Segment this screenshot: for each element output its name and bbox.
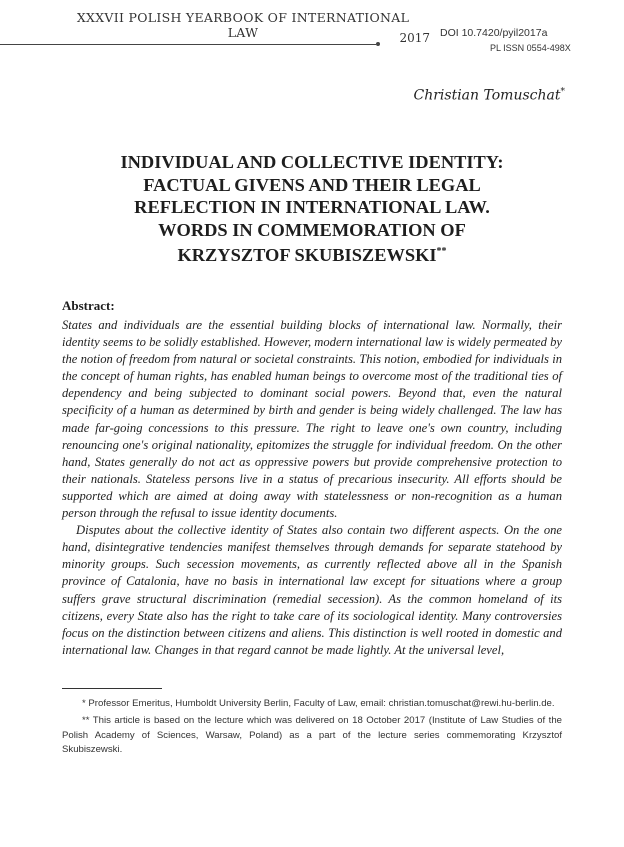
journal-year: 2017 [399,31,430,45]
title-line: KRZYSZTOF SKUBISZEWSKI [177,245,437,266]
title-line-last [62,241,562,267]
footnotes [62,697,562,760]
abstract-heading: Abstract: [62,298,115,313]
footnote-lecture: ** This article is based on the lecture which was delivered on 18 October 2017 (Institute of Law Studies of the Polish Academy of Sciences, Warsaw, Poland) as a part of the lecture series commemorating Krzysztof Skubiszewski. [62,714,562,756]
header-rule [0,44,376,45]
author-footnote-mark: * [560,87,565,97]
title-line: INDIVIDUAL AND COLLECTIVE IDENTITY: [120,152,504,172]
article-title [62,151,562,267]
journal-title: XXXVII POLISH YEARBOOK OF INTERNATIONAL LAW [76,10,410,40]
abstract-paragraph: States and individuals are the essential building blocks of international law. Normally, their identity seems to be solidly established. However, modern international law is widely permeated by the notion of freedom from natural or societal constraints. This notion, embodied for individuals in the concept of human rights, has enabled human beings to overcome most of the traditional ties of dependency and being subjected to dominant social powers. Beyond that, even the natural specificity of a human as determined by birth and gender is being widely challenged. The law has made far-going concessions to this pressure. The right to leave one's own country, including renouncing one's original nationality, epitomizes the struggle for individual freedom. On the other hand, States generally do not act as oppressive powers but provide comprehensive protection to their nationals. Stateless persons live in a status of precarious insecurity. All efforts should be supported which are aimed at doing away with statelessness or non-recognition as a human person through the refusal to issue identity documents. [62,318,562,521]
title-line: REFLECTION IN INTERNATIONAL LAW. [134,197,490,217]
footnote-author: * Professor Emeritus, Humboldt University Berlin, Faculty of Law, email: christian.tomuschat@rewi.hu-berlin.de. [82,698,555,709]
footnote-rule [62,688,162,689]
doi-text: DOI 10.7420/pyil2017a [440,27,548,39]
title-line: FACTUAL GIVENS AND THEIR LEGAL [143,174,481,195]
author-line [414,87,566,104]
title-line: WORDS IN COMMEMORATION OF [158,219,466,240]
title-footnote-mark: ** [436,246,447,257]
author-name: Christian Tomuschat [413,87,561,104]
abstract-paragraph: Disputes about the collective identity of States also contain two different aspects. On the one hand, disintegrative tendencies manifest themselves through demands for separate statehood by minority groups. Such secession movements, as currently reflected above all in the Spanish province of Catalonia, have no basis in international law except for situations where a group suffers grave structural discrimination (remedial secession). As the common homeland of its citizens, every State also has the right to take care of its sociological identity. Many controversies focus on the distinction between citizens and aliens. This distinction is well rooted in domestic and international law. Changes in that regard cannot be made lightly. At the universal level, [62,523,562,657]
abstract-body [62,317,562,659]
issn-text: PL ISSN 0554-498X [490,43,571,53]
header-rule-dot [376,42,380,46]
